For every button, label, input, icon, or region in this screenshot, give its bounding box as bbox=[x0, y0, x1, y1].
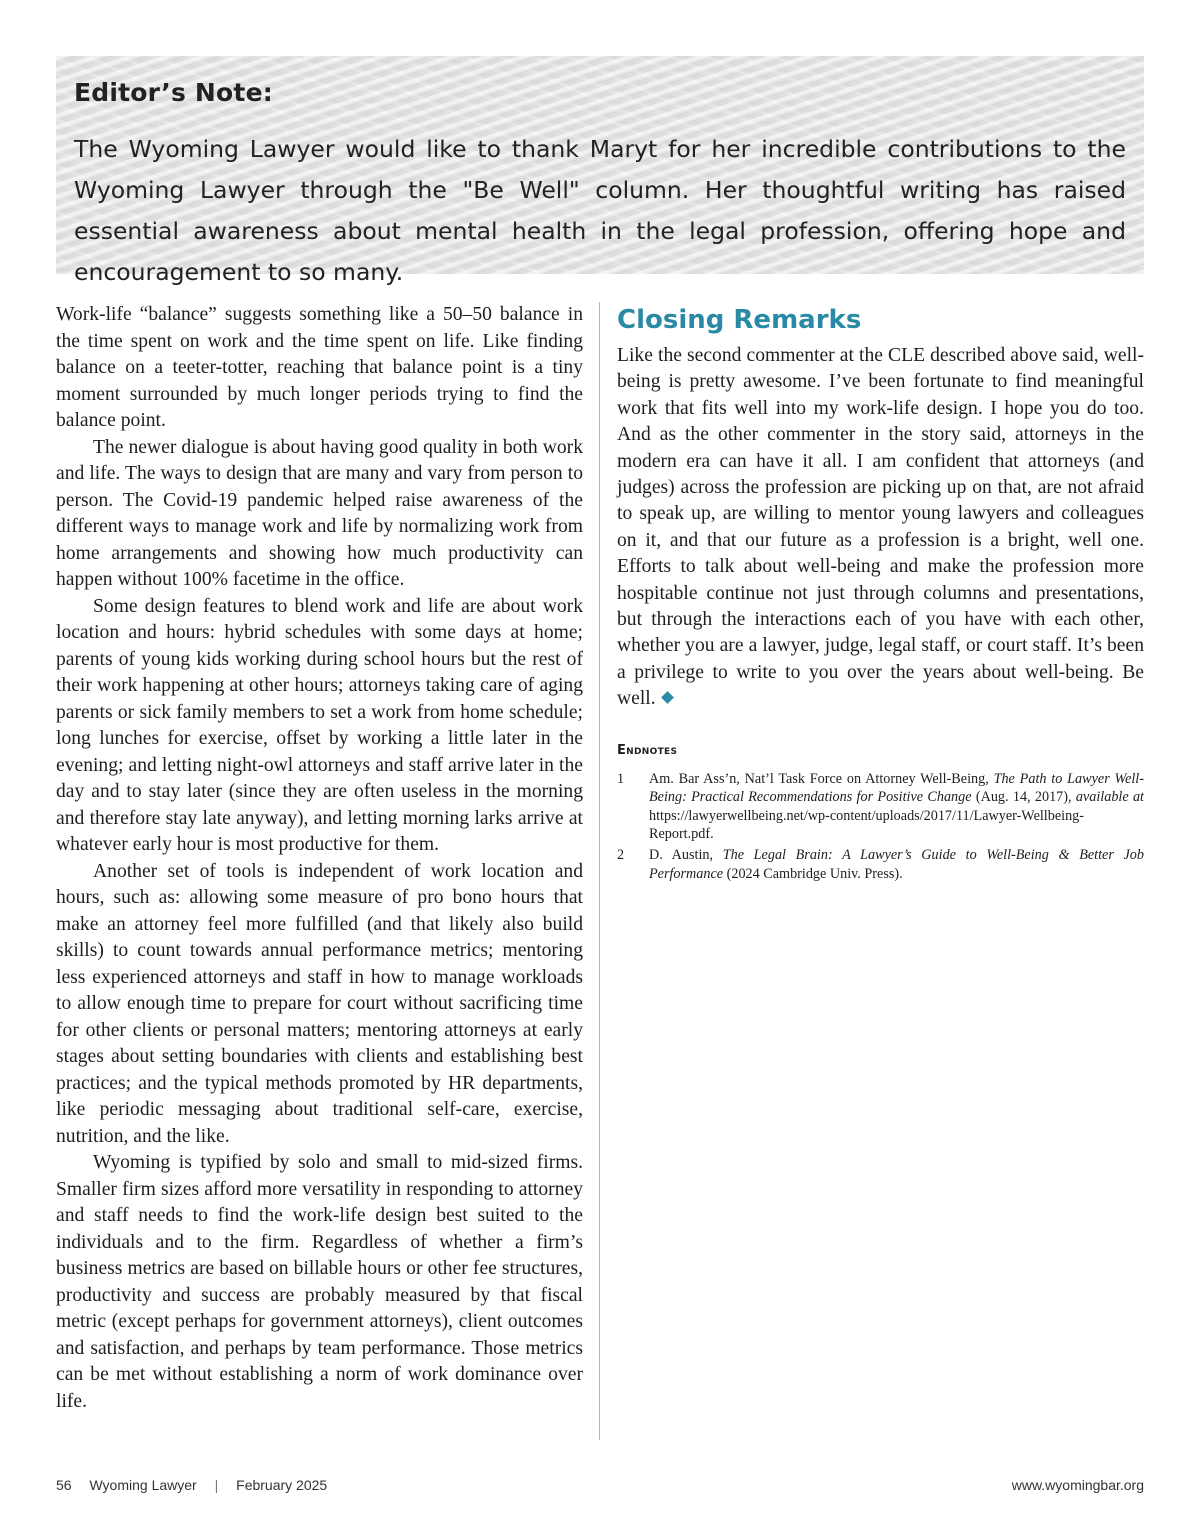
endnote-title: The Path to Lawyer Well-Being: Practical Recommendations for Positive Change bbox=[649, 770, 1144, 806]
endnote-text bbox=[649, 770, 1144, 844]
paragraph: Another set of tools is independent of work location and hours, such as: allowing some measure of pro bono hours that make an attorney feel more fulfilled (and that likely also build skills) to count towards annual performance metrics; mentoring less experienced attorneys and staff in how to manage workloads to allow enough time to prepare for court without sacrificing time for other clients or personal matters; mentoring attorneys at early stages about setting boundaries with clients and establishing best practices; and the typical methods promoted by HR departments, like periodic messaging about traditional self-care, exercise, nutrition, and the like. bbox=[56, 860, 583, 1147]
paragraph: Work-life “balance” suggests something like a 50–50 balance in the time spent on work and the time spent on life. Like finding balance on a teeter-totter, reaching that balance point is a tiny moment surrounded by much longer periods trying to find the balance point. bbox=[56, 304, 583, 431]
issue-date: February 2025 bbox=[236, 1477, 328, 1493]
endnote-url[interactable]: https://lawyerwellbeing.net/wp-content/uploads/2017/11/Lawyer-Wellbeing-Report.pdf. bbox=[649, 807, 1084, 843]
endnotes-heading: Endnotes bbox=[617, 742, 678, 758]
endnote-item bbox=[617, 846, 1144, 883]
paragraph: The newer dialogue is about having good quality in both work and life. The ways to design that are many and vary from person to person. The Covid-19 pandemic helped raise awareness of the different ways to manage work and life by normalizing work from home arrangements and showing how much productivity can happen without 100% facetime in the office. bbox=[56, 436, 583, 590]
footer-separator: | bbox=[214, 1477, 219, 1493]
footer-left bbox=[56, 1477, 341, 1493]
editors-note-heading: Editor’s Note: bbox=[74, 78, 273, 107]
paragraph: Wyoming is typified by solo and small to mid-sized firms. Smaller firm sizes afford more versatility in responding to attorney and staff needs to find the work-life design best suited to the individuals and to the firm. Regardless of whether a firm’s business metrics are based on billable hours or other fee structures, productivity and success are probably measured by that fiscal metric (except perhaps for government attorneys), client outcomes and satisfaction, and perhaps by team performance. Those metrics can be met without establishing a norm of work dominance over life. bbox=[56, 1152, 583, 1412]
endnote-number: 2 bbox=[617, 847, 625, 864]
endnote-title: The Legal Brain: A Lawyer’s Guide to Well-Being & Better Job Performance bbox=[649, 847, 1144, 882]
column-divider bbox=[599, 302, 600, 1440]
editors-note-box bbox=[56, 56, 1144, 286]
publication-name: Wyoming Lawyer bbox=[89, 1477, 197, 1493]
endnote-text-part: (2024 Cambridge Univ. Press). bbox=[723, 865, 903, 882]
closing-remarks-body bbox=[617, 343, 1144, 713]
editors-note-text: The Wyoming Lawyer would like to thank Maryt for her incredible contributions to the Wyoming Lawyer through the "Be Well" column. Her thoughtful writing has raised essential awareness about mental health in the legal profession, offering hope and encouragement to so many. bbox=[74, 135, 1126, 286]
right-column bbox=[617, 302, 1144, 885]
endnote-signal: available at bbox=[1075, 789, 1144, 806]
end-diamond-icon bbox=[661, 691, 674, 704]
endnote-text-part: D. Austin, bbox=[649, 847, 723, 864]
endnote-text bbox=[649, 846, 1144, 883]
website-link[interactable]: www.wyomingbar.org bbox=[1011, 1477, 1144, 1493]
closing-remarks-text: Like the second commenter at the CLE described above said, well-being is pretty awesome. I’ve been fortunate to find meaningful work that fits well into my work-life design. I hope you do too. And as the other commenter in the story said, attorneys in the modern era can have it all. I am confident that attorneys (and judges) across the profession are picking up on that, are not afraid to speak up, are willing to mentor young lawyers and colleagues on it, and that our future as a profession is a bright, well one. Efforts to talk about well-being and make the profession more hospitable continue not just through columns and presentations, but through the interactions each of you have with each other, whether you are a lawyer, judge, legal staff, or court staff. It’s been a privilege to write to you over the years about well-being. Be well. bbox=[617, 345, 1144, 710]
section-title: Closing Remarks bbox=[617, 305, 862, 335]
paragraph: Some design features to blend work and life are about work location and hours: hybrid schedules with some days at home; parents of young kids working during school hours but the rest of their work happening at other hours; attorneys taking care of aging parents or sick family members to set a work from home schedule; long lunches for exercise, offset by working a little later in the evening; and letting night-owl attorneys and staff arrive later in the day and to stay later (since they are often useless in the morning and therefore stay late anyway), and letting morning larks arrive at whatever early hour is most productive for them. bbox=[56, 595, 583, 855]
endnote-item bbox=[617, 770, 1144, 844]
endnote-text-part: (Aug. 14, 2017), bbox=[971, 789, 1076, 806]
page-number: 56 bbox=[56, 1477, 72, 1493]
left-column bbox=[56, 302, 583, 1415]
endnote-number: 1 bbox=[617, 770, 625, 787]
endnote-text-part: Am. Bar Ass’n, Nat’l Task Force on Attorney Well-Being, bbox=[649, 770, 994, 787]
page-footer bbox=[56, 1477, 1144, 1493]
